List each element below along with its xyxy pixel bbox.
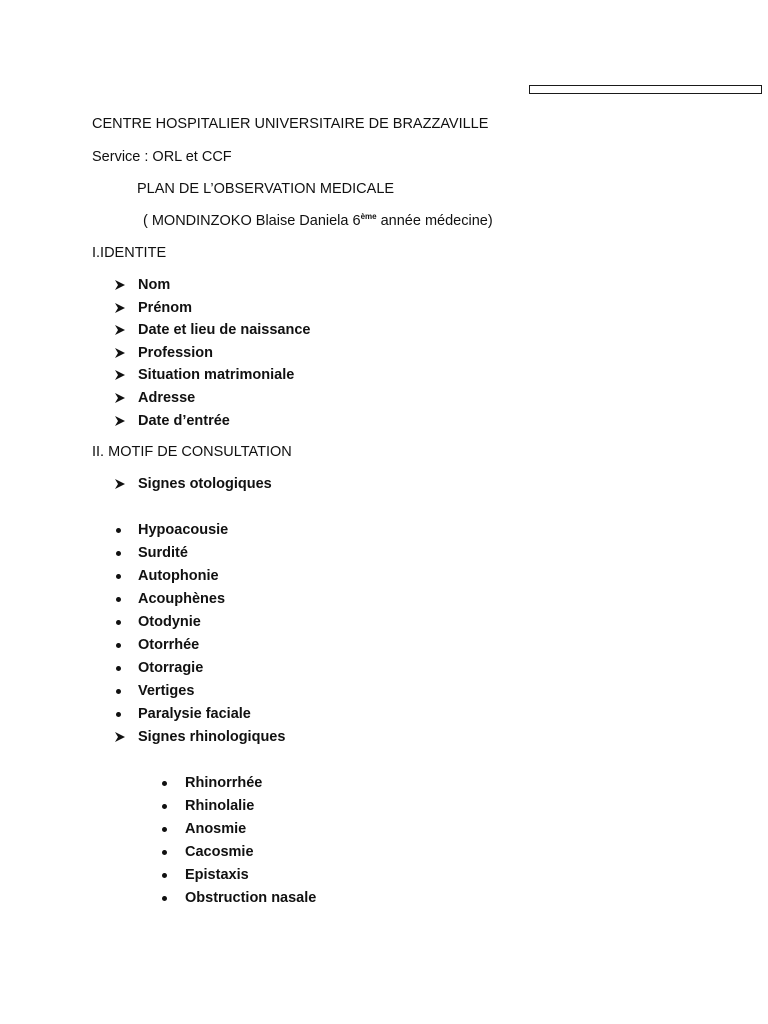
list-item: Date et lieu de naissance bbox=[138, 322, 311, 339]
author-superscript: ème bbox=[360, 212, 377, 221]
list-item: Hypoacousie bbox=[138, 522, 229, 538]
dot-bullet-icon bbox=[116, 712, 121, 717]
list-item: Otorrhée bbox=[138, 637, 200, 653]
dot-bullet-icon bbox=[116, 551, 121, 556]
dot-bullet-icon bbox=[116, 528, 121, 533]
dot-bullet-icon bbox=[116, 666, 121, 671]
arrow-bullet-icon bbox=[114, 369, 126, 381]
list-item: Cacosmie bbox=[185, 844, 254, 860]
arrow-bullet-icon bbox=[114, 347, 126, 359]
list-item: Otodynie bbox=[138, 614, 201, 630]
list-item: Signes rhinologiques bbox=[138, 729, 286, 745]
list-item: Adresse bbox=[138, 390, 196, 406]
arrow-bullet-icon bbox=[114, 324, 126, 336]
arrow-bullet-icon bbox=[114, 302, 126, 314]
plan-title: PLAN DE L’OBSERVATION MEDICALE bbox=[137, 181, 395, 197]
list-item: Nom bbox=[138, 277, 171, 293]
dot-bullet-icon bbox=[162, 827, 167, 832]
list-item: Anosmie bbox=[185, 821, 247, 837]
section-identite-title: I.IDENTITE bbox=[92, 245, 167, 261]
arrow-bullet-icon bbox=[114, 478, 126, 490]
list-item: Autophonie bbox=[138, 568, 219, 584]
list-item: Profession bbox=[138, 344, 213, 361]
dot-bullet-icon bbox=[162, 781, 167, 786]
header-blank-box bbox=[529, 85, 762, 94]
dot-bullet-icon bbox=[116, 597, 121, 602]
arrow-bullet-icon bbox=[114, 415, 126, 427]
list-item: Acouphènes bbox=[138, 591, 226, 607]
list-item: Date d’entrée bbox=[138, 412, 230, 429]
dot-bullet-icon bbox=[116, 689, 121, 694]
dot-bullet-icon bbox=[116, 620, 121, 625]
service-line: Service : ORL et CCF bbox=[92, 149, 232, 165]
author-prefix: ( MONDINZOKO Blaise Daniela 6 bbox=[143, 213, 361, 229]
hospital-name: CENTRE HOSPITALIER UNIVERSITAIRE DE BRAZZAVILLE bbox=[92, 116, 489, 132]
dot-bullet-icon bbox=[162, 873, 167, 878]
arrow-bullet-icon bbox=[114, 279, 126, 291]
section-motif-title: II. MOTIF DE CONSULTATION bbox=[92, 444, 292, 460]
arrow-bullet-icon bbox=[114, 392, 126, 404]
list-item: Signes otologiques bbox=[138, 476, 272, 492]
author-line bbox=[143, 212, 493, 230]
list-item: Situation matrimoniale bbox=[138, 367, 295, 384]
list-item: Obstruction nasale bbox=[185, 890, 317, 906]
list-item: Prénom bbox=[138, 299, 192, 316]
list-item: Rhinolalie bbox=[185, 798, 255, 814]
list-item: Otorragie bbox=[138, 660, 204, 676]
dot-bullet-icon bbox=[116, 643, 121, 648]
list-item: Paralysie faciale bbox=[138, 706, 251, 722]
arrow-bullet-icon bbox=[114, 731, 126, 743]
author-suffix: année médecine) bbox=[376, 213, 493, 229]
list-item: Rhinorrhée bbox=[185, 775, 263, 791]
dot-bullet-icon bbox=[162, 896, 167, 901]
dot-bullet-icon bbox=[162, 850, 167, 855]
dot-bullet-icon bbox=[162, 804, 167, 809]
list-item: Vertiges bbox=[138, 683, 195, 699]
list-item: Epistaxis bbox=[185, 867, 249, 883]
list-item: Surdité bbox=[138, 545, 188, 561]
dot-bullet-icon bbox=[116, 574, 121, 579]
